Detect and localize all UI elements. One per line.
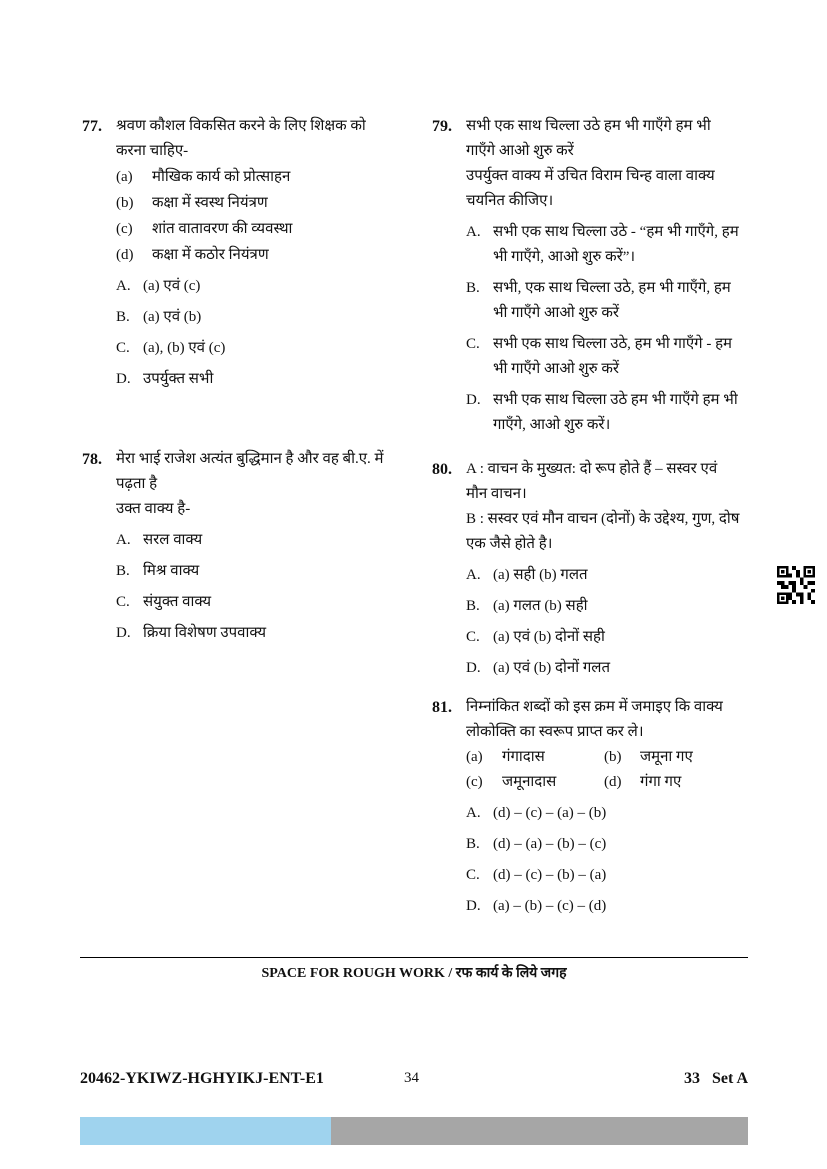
option-a[interactable]: A. सभी एक साथ चिल्ला उठे - “हम भी गाएँगे, हम भी गाएँगे, आओ शुरु करें”।	[466, 224, 739, 265]
option-a[interactable]: A. सरल वाक्य	[116, 532, 203, 548]
option-b[interactable]: B. मिश्र वाक्य	[116, 563, 200, 579]
footer-bar-right	[331, 1117, 748, 1145]
statement: (c) शांत वातावरण की व्यवस्था	[116, 221, 293, 237]
footer-bar-left	[80, 1117, 331, 1145]
question-number: 81.	[432, 699, 452, 716]
option-c[interactable]: C. (a) एवं (b) दोनों सही	[466, 629, 605, 645]
statement: (d) गंगा गए	[604, 774, 682, 790]
qr-code-icon	[776, 566, 816, 604]
statement: (c) जमूनादास	[466, 774, 557, 790]
question-text: मेरा भाई राजेश अत्यंत बुद्धिमान है और वह बी.ए. में पढ़ता है	[116, 451, 384, 492]
divider	[80, 957, 748, 958]
statement: (b) कक्षा में स्वस्थ नियंत्रण	[116, 195, 268, 211]
option-d[interactable]: D. सभी एक साथ चिल्ला उठे हम भी गाएँगे हम भी गाएँगे, आओ शुरु करें।	[466, 392, 738, 433]
option-a[interactable]: A. (a) सही (b) गलत	[466, 567, 588, 583]
option-b[interactable]: B. (a) एवं (b)	[116, 309, 202, 325]
question-text: सभी एक साथ चिल्ला उठे हम भी गाएँगे हम भी गाएँगे आओ शुरु करें	[466, 118, 711, 159]
set-label: 33 Set A	[684, 1070, 748, 1087]
statement-row	[466, 770, 742, 795]
question-79	[432, 114, 742, 457]
question-78	[82, 447, 392, 646]
option-b[interactable]: B. (a) गलत (b) सही	[466, 598, 588, 614]
statement: (b) जमूना गए	[604, 749, 693, 765]
right-column	[432, 114, 742, 919]
option-c[interactable]: C. (a), (b) एवं (c)	[116, 340, 226, 356]
option-d[interactable]: D. उपर्युक्त सभी	[116, 371, 214, 387]
left-column	[82, 114, 392, 646]
question-text: A : वाचन के मुख्यत: दो रूप होते हैं – सस्वर एवं मौन वाचन।	[466, 461, 718, 502]
statement: (a) मौखिक कार्य को प्रोत्साहन	[116, 169, 291, 185]
question-subtext: उक्त वाक्य है-	[116, 501, 191, 517]
question-number: 80.	[432, 461, 452, 478]
option-b[interactable]: B. (d) – (a) – (b) – (c)	[466, 836, 607, 852]
question-number: 79.	[432, 118, 452, 135]
question-subtext: उपर्युक्त वाक्य में उचित विराम चिन्ह वाला वाक्य चयनित कीजिए।	[466, 168, 715, 209]
option-d[interactable]: D. (a) – (b) – (c) – (d)	[466, 898, 607, 914]
statement: (d) कक्षा में कठोर नियंत्रण	[116, 247, 269, 263]
rough-work-heading: SPACE FOR ROUGH WORK / रफ कार्य के लिये जगह	[261, 966, 567, 981]
footer	[80, 1070, 748, 1090]
question-text: निम्नांकित शब्दों को इस क्रम में जमाइए कि वाक्य लोकोक्ति का स्वरूप प्राप्त कर ले।	[466, 699, 723, 740]
option-c[interactable]: C. संयुक्त वाक्य	[116, 594, 212, 610]
question-77	[82, 114, 392, 447]
statement-row	[466, 745, 742, 770]
question-number: 77.	[82, 118, 102, 135]
option-d[interactable]: D. क्रिया विशेषण उपवाक्य	[116, 625, 267, 641]
option-c[interactable]: C. (d) – (c) – (b) – (a)	[466, 867, 607, 883]
question-80	[432, 457, 742, 695]
question-number: 78.	[82, 451, 102, 468]
question-text: श्रवण कौशल विकसित करने के लिए शिक्षक को करना चाहिए-	[116, 118, 366, 159]
question-subtext: B : सस्वर एवं मौन वाचन (दोनों) के उद्देश्य, गुण, दोष एक जैसे होते है।	[466, 511, 740, 552]
page-number: 34	[404, 1070, 419, 1086]
option-d[interactable]: D. (a) एवं (b) दोनों गलत	[466, 660, 610, 676]
question-81	[432, 695, 742, 919]
option-a[interactable]: A. (a) एवं (c)	[116, 278, 201, 294]
option-a[interactable]: A. (d) – (c) – (a) – (b)	[466, 805, 607, 821]
option-b[interactable]: B. सभी, एक साथ चिल्ला उठे, हम भी गाएँगे, हम भी गाएँगे आओ शुरु करें	[466, 280, 731, 321]
statement: (a) गंगादास	[466, 749, 545, 765]
option-c[interactable]: C. सभी एक साथ चिल्ला उठे, हम भी गाएँगे - हम भी गाएँगे आओ शुरु करें	[466, 336, 733, 377]
booklet-code: 20462-YKIWZ-HGHYIKJ-ENT-E1	[80, 1070, 324, 1087]
